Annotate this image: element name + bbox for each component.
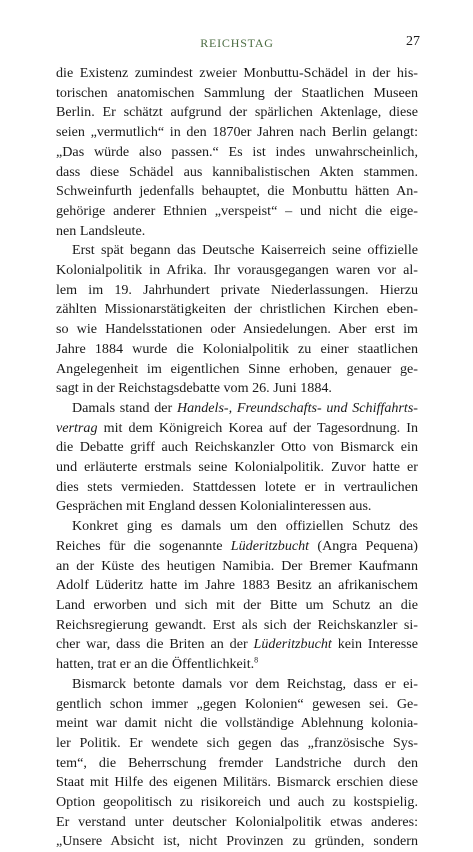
text-line: Gesprächen mit England dessen Kolonialinteressen aus. [56,498,372,515]
text-span: mit dem Königreich Korea auf der Tagesordnung. In [97,419,418,436]
paragraph-2 [56,241,418,399]
text-line [56,635,418,655]
text-line: Staat mit Hilfe des eigenen Militärs. Bismarck erschien diese [56,774,418,791]
text-line: Adolf Lüderitz hatte im Jahre 1883 Besitz an afrikanischem [56,577,418,594]
footnote-marker[interactable]: 8 [254,655,259,665]
treaty-title-cont: vertrag [56,419,98,436]
text-span: cher war, dass die Briten an der [56,636,254,653]
text-line: dass diese Schädel aus kannibalistischen Akten stammen. [56,163,418,180]
text-line: seien „vermutlich“ in den 1870er Jahren nach Berlin gelangt: [56,124,418,141]
text-line [56,399,418,419]
text-line: lem im 19. Jahrhundert private Niederlassungen. Hierzu [56,281,418,298]
text-line [56,655,418,675]
text-span: Reiches für die sogenannte [56,537,231,554]
text-line: „Das würde also passen.“ Es ist indes unwahrscheinlich, [56,143,418,160]
text-line: Berlin. Er schätzt aufgrund der spärlichen Aktenlage, diese [56,104,418,121]
text-line: Land erworben und sich mit der Bitte um Schutz an die [56,596,418,613]
text-line: die Debatte griff auch Reichskanzler Otto von Bismarck ein [56,439,418,456]
place-name: Lüderitzbucht [253,636,332,653]
text-line: Jahre 1884 wurde die Kolonialpolitik zu einer staatlichen [56,340,418,357]
text-line: Er verstand unter deutscher Kolonialpolitik etwas anderes: [56,813,418,830]
text-line: dies stets vermieden. Stattdessen lotete er in vertraulichen [56,478,418,495]
text-span: Damals stand der [72,399,177,416]
text-line: Erst spät begann das Deutsche Kaiserreich seine offizielle [72,242,418,259]
text-line: gehörige anderer Ethnien „verspeist“ – und nicht die eige- [56,202,418,219]
page-number: 27 [406,34,420,49]
text-line: Angelegenheit im eigentlichen Sinne erhoben, genauer ge- [56,360,418,377]
text-line: Konkret ging es damals um den offiziellen Schutz des [72,518,418,535]
book-page [56,36,418,852]
text-line: zählten Missionarstätigkeiten der christlichen Kirchen eben- [56,301,418,318]
text-line: Bismarck betonte damals vor dem Reichstag, dass er ei- [72,675,418,692]
text-line: Schweinfurth jedenfalls behauptet, die Monbuttu hätten An- [56,183,418,200]
text-line: meint war damit nicht die vollständige Ablehnung koloniа- [56,715,418,732]
text-line: nen Landsleute. [56,222,146,239]
text-span: hatten, trat er an die Öffentlichkeit. [56,656,255,673]
text-line: so wie Handelsstationen oder Ansiedelungen. Aber erst im [56,321,418,338]
text-line: torischen anatomischen Sammlung der Staatlichen Museen [56,84,418,101]
treaty-title: Handels-, Freundschafts- und Schiffahrts- [176,399,419,416]
running-head [56,36,418,58]
text-span: kein Interesse [331,636,418,653]
paragraph-4 [56,517,418,675]
text-line: und erläuterte erstmals seine Kolonialpolitik. Zuvor hatte er [56,459,418,476]
text-line: gentlich schon immer „gegen Kolonien“ gewesen sei. Ge- [56,695,418,712]
text-line: tem“, die Beherrschung fremder Landstriche durch den [56,754,418,771]
body-text [56,64,418,852]
text-span: (Angra Pequena) [309,537,418,554]
text-line [56,537,418,557]
text-line [56,419,418,439]
text-line: Kolonialpolitik in Afrika. Ihr vorausgegangen waren vor al- [56,262,418,279]
text-line: Reichsregierung gewandt. Erst als sich der Reichskanzler si- [56,616,418,633]
paragraph-1 [56,64,418,241]
text-line: ler Politik. Er wendete sich gegen das „französische Sys- [56,734,418,751]
text-line: Option geopolitisch zu risikoreich und auch zu kostspielig. [56,794,418,811]
running-title: REICHSTAG [200,36,274,50]
text-line: „Unsere Absicht ist, nicht Provinzen zu gründen, sondern [56,833,418,850]
paragraph-5 [56,675,418,852]
place-name: Lüderitzbucht [230,537,310,554]
text-line: an der Küste des heutigen Namibia. Der Bremer Kaufmann [56,557,418,574]
paragraph-3 [56,399,418,517]
text-line: die Existenz zumindest zweier Monbuttu-Schädel in der his- [56,65,418,81]
text-line: sagt in der Reichstagsdebatte vom 26. Juni 1884. [56,380,332,397]
